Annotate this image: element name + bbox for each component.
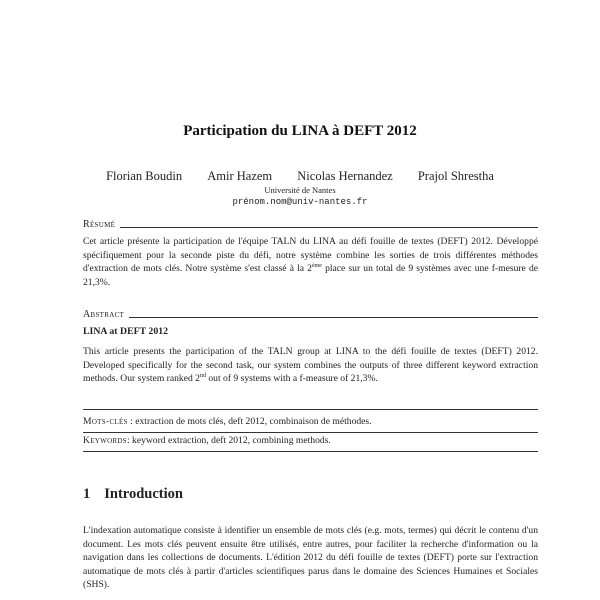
abstract-heading-label: Abstract — [83, 309, 125, 320]
author-name: Nicolas Hernandez — [297, 169, 393, 183]
abstract-heading — [83, 309, 538, 320]
mots-cles-line — [83, 416, 538, 427]
author-list — [0, 169, 600, 184]
author-name: Amir Hazem — [207, 169, 273, 183]
section-number: 1 — [83, 486, 91, 502]
author-name: Prajol Shrestha — [417, 169, 494, 183]
introduction-text: L'indexation automatique consiste à identifier un ensemble de mots clés (e.g. mots, termes) qui décrit le contenu d'un document. Les mots clés peuvent ensuite être utilisés, entre autres, pour faciliter la recherche d'information ou la navigation dans les collections de documents. L'édition 2012 du défi fouille de textes (DEFT) porte sur l'extraction automatique de mots clés à partir d'articles scientifiques parus dans le domaine des Sciences Humaines et Sociales (SHS). — [83, 525, 538, 591]
resume-text-end: place sur un total de 9 systèmes avec une f-mesure de 21,3%. — [83, 263, 538, 288]
heading-rule — [120, 227, 538, 228]
resume-heading — [83, 219, 538, 230]
mots-cles-label: Mots-clés — [83, 416, 128, 427]
keywords-top-rule — [83, 409, 538, 410]
resume-text — [83, 235, 538, 289]
heading-rule — [129, 317, 538, 318]
introduction-heading — [83, 486, 183, 503]
author-name: Florian Boudin — [106, 169, 183, 183]
abstract-subtitle: LINA at DEFT 2012 — [83, 326, 169, 337]
abstract-text-main: This article presents the participation of the TALN group at LINA to the défi fouille de textes (DEFT) 2012. Developed specifically for the second task, our system combines the outputs of three different keyword extraction methods. Our system ranked 2 — [83, 346, 538, 385]
abstract-text-end: out of 9 systems with a f-measure of 21,3%. — [205, 373, 378, 385]
keywords-middle-rule — [83, 432, 538, 433]
keywords-line — [83, 435, 538, 446]
mots-cles-separator: : — [127, 416, 136, 427]
mots-cles-text: extraction de mots clés, deft 2012, combinaison de méthodes. — [135, 416, 372, 427]
section-title: Introduction — [104, 486, 183, 502]
resume-heading-label: Résumé — [83, 219, 116, 230]
keywords-bottom-rule — [83, 451, 538, 452]
keywords-label: Keywords — [83, 435, 127, 446]
resume-superscript: ème — [311, 263, 322, 269]
keywords-separator: : — [126, 435, 133, 446]
abstract-superscript: nd — [199, 373, 206, 379]
paper-title: Participation du LINA à DEFT 2012 — [183, 123, 417, 139]
resume-text-main: Cet article présente la participation de l'équipe TALN du LINA au défi fouille de textes (DEFT) 2012. Développé spécifiquement pour la seconde piste du défi, notre système combine les sorties de trois différentes méthodes d'extraction de mots clés. Notre système s'est classé à la 2 — [83, 236, 538, 275]
affiliation: Université de Nantes — [264, 185, 336, 195]
keywords-text: keyword extraction, deft 2012, combining methods. — [132, 435, 331, 446]
abstract-text — [83, 345, 538, 386]
contact-email: prénom.nom@univ-nantes.fr — [232, 197, 368, 207]
